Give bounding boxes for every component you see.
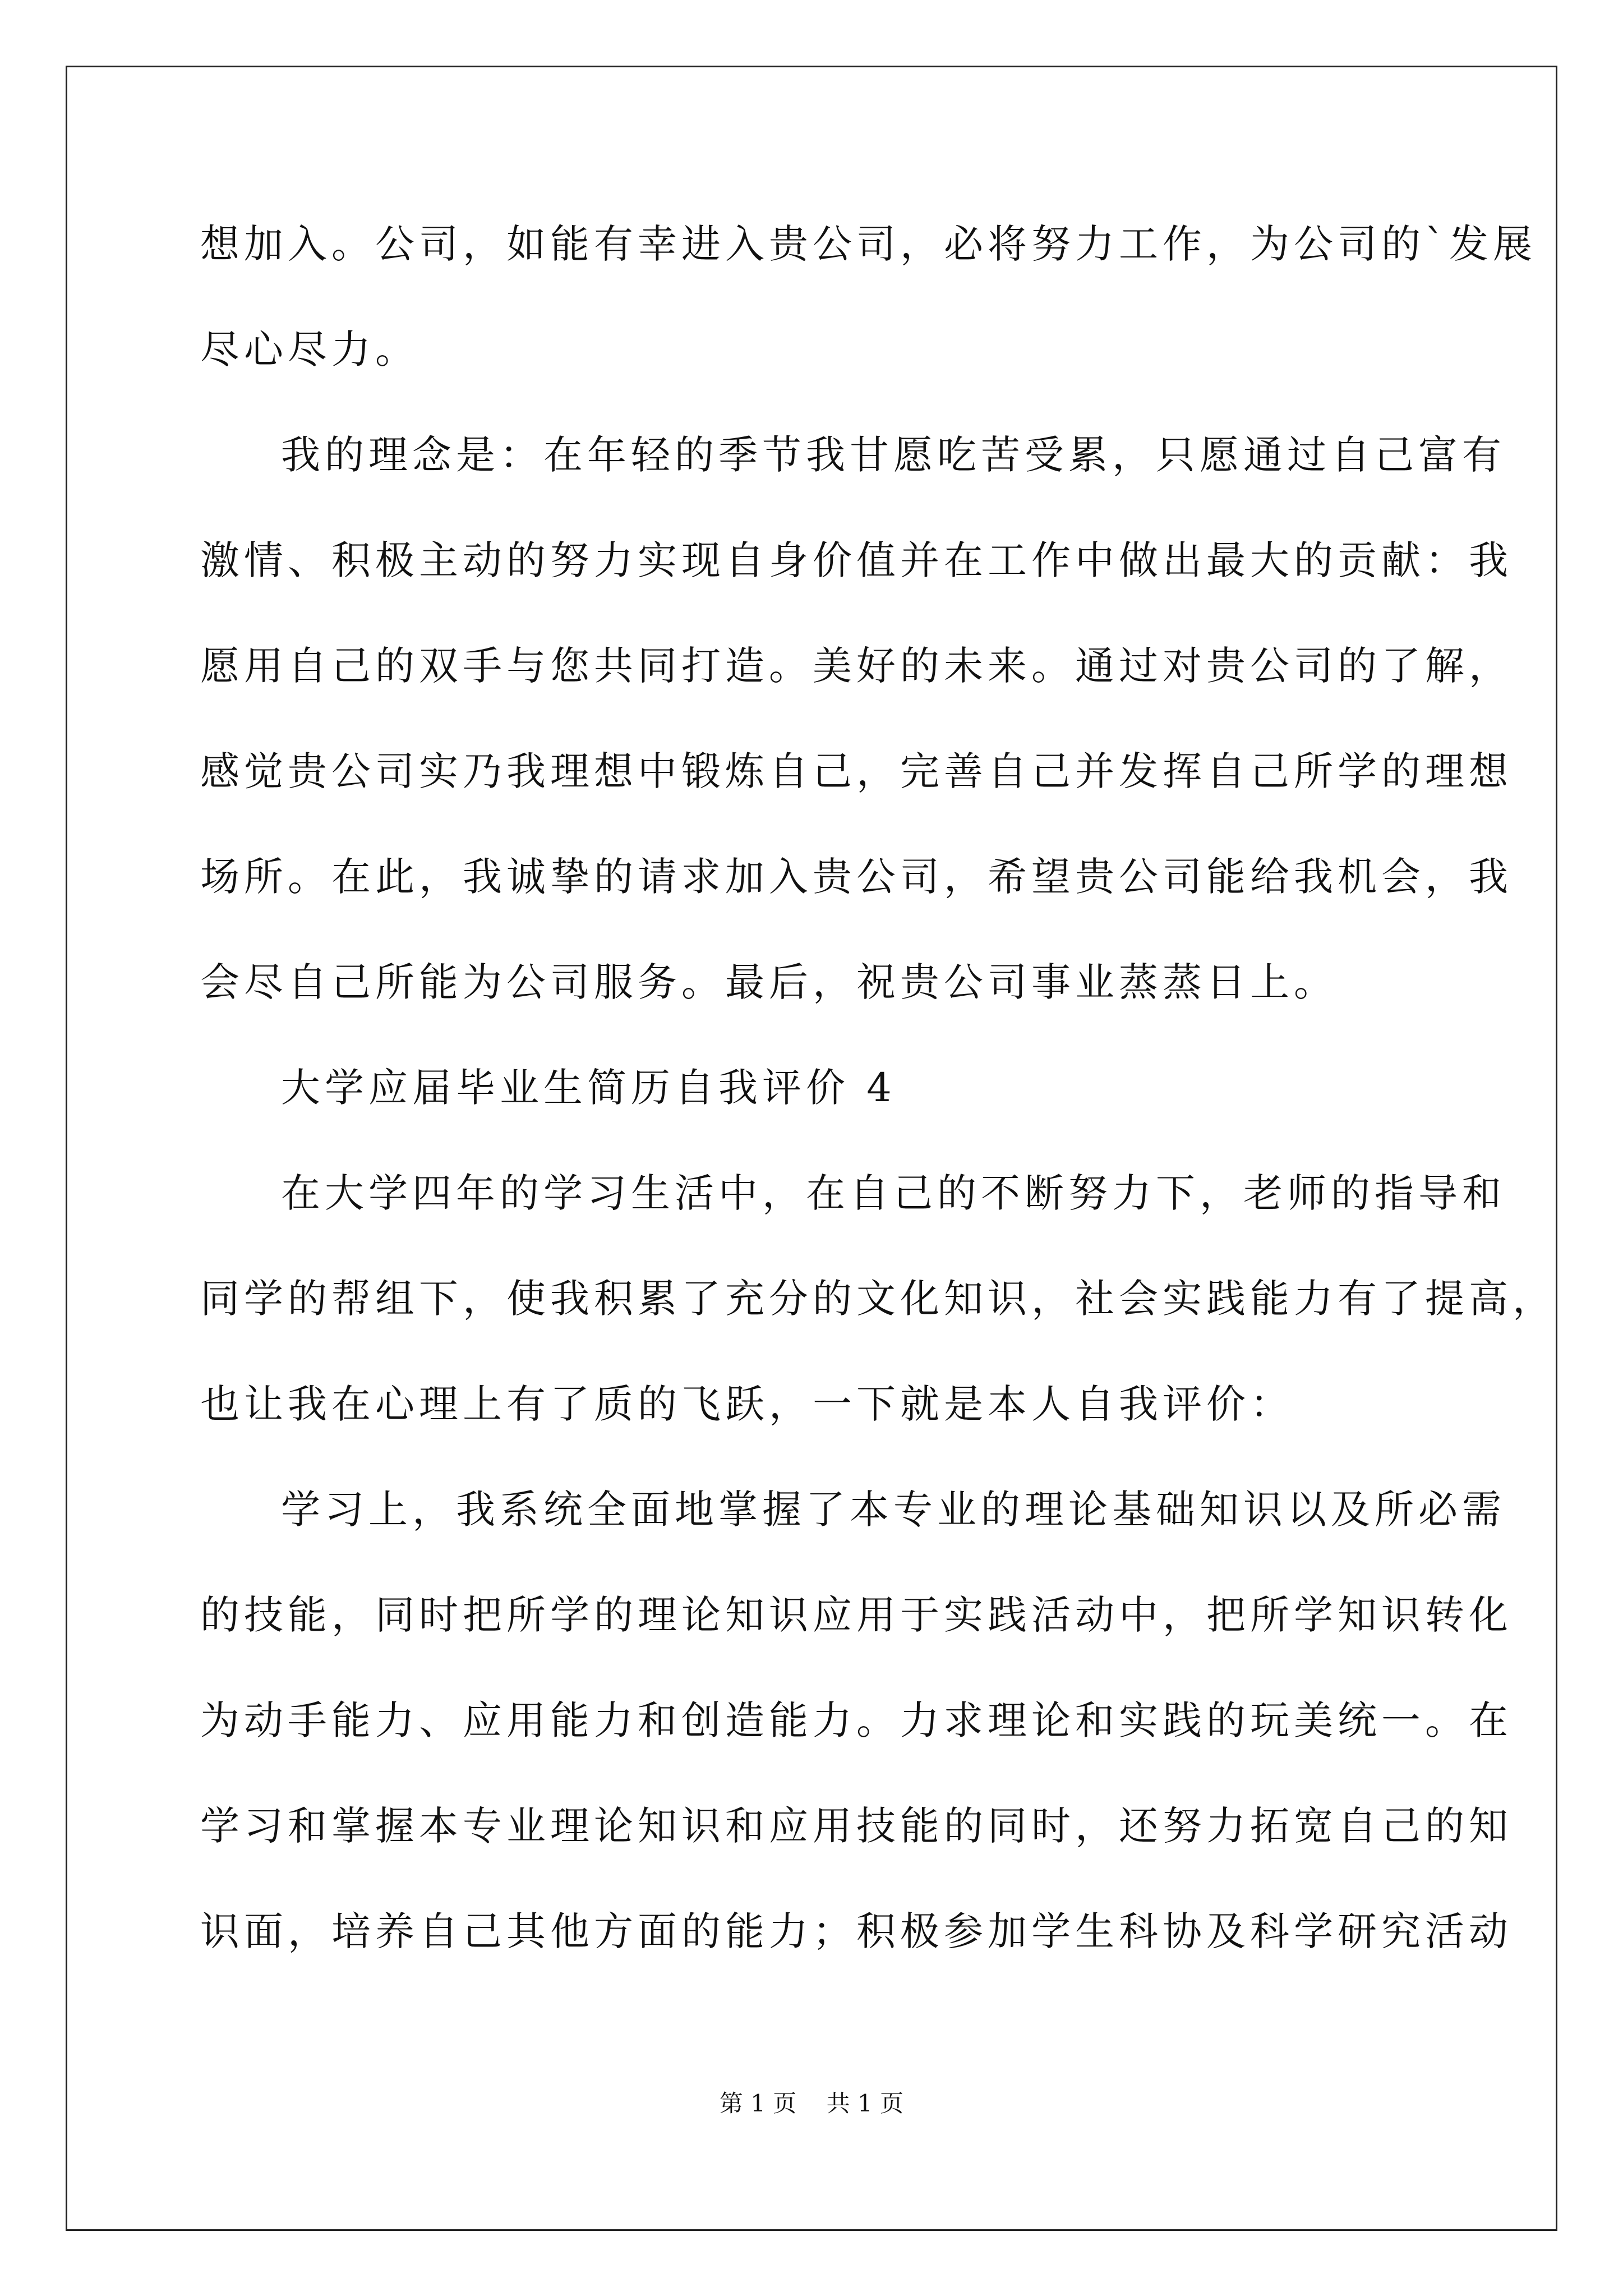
text-line: 的技能，同时把所学的理论知识应用于实践活动中，把所学知识转化 <box>200 1592 1513 1638</box>
text-line: 为动手能力、应用能力和创造能力。力求理论和实践的玩美统一。在 <box>200 1697 1513 1743</box>
text-line: 学习上，我系统全面地掌握了本专业的理论基础知识以及所必需 <box>281 1487 1506 1533</box>
text-line: 在大学四年的学习生活中，在自己的不断努力下，老师的指导和 <box>281 1170 1506 1216</box>
text-line: 想加入。公司，如能有幸进入贵公司，必将努力工作，为公司的`发展 <box>200 221 1537 267</box>
text-line: 识面，培养自己其他方面的能力；积极参加学生科协及科学研究活动 <box>200 1908 1513 1954</box>
page-footer: 第 1 页 共 1 页 <box>719 2090 904 2117</box>
text-line: 我的理念是：在年轻的季节我甘愿吃苦受累，只愿通过自己富有 <box>281 432 1506 478</box>
text-line: 尽心尽力。 <box>200 326 419 372</box>
text-line: 感觉贵公司实乃我理想中锻炼自己，完善自己并发挥自己所学的理想 <box>200 748 1513 794</box>
text-line: 学习和掌握本专业理论知识和应用技能的同时，还努力拓宽自己的知 <box>200 1803 1513 1849</box>
text-line: 场所。在此，我诚挚的请求加入贵公司，希望贵公司能给我机会，我 <box>200 854 1513 900</box>
text-line: 愿用自己的双手与您共同打造。美好的未来。通过对贵公司的了解， <box>200 643 1513 689</box>
text-line: 会尽自己所能为公司服务。最后，祝贵公司事业蒸蒸日上。 <box>200 959 1338 1005</box>
text-line: 同学的帮组下，使我积累了充分的文化知识，社会实践能力有了提高， <box>200 1276 1556 1322</box>
text-line: 也让我在心理上有了质的飞跃，一下就是本人自我评价： <box>200 1381 1294 1427</box>
section-heading: 大学应届毕业生简历自我评价 4 <box>281 1065 896 1111</box>
text-line: 激情、积极主动的努力实现自身价值并在工作中做出最大的贡献：我 <box>200 537 1513 583</box>
